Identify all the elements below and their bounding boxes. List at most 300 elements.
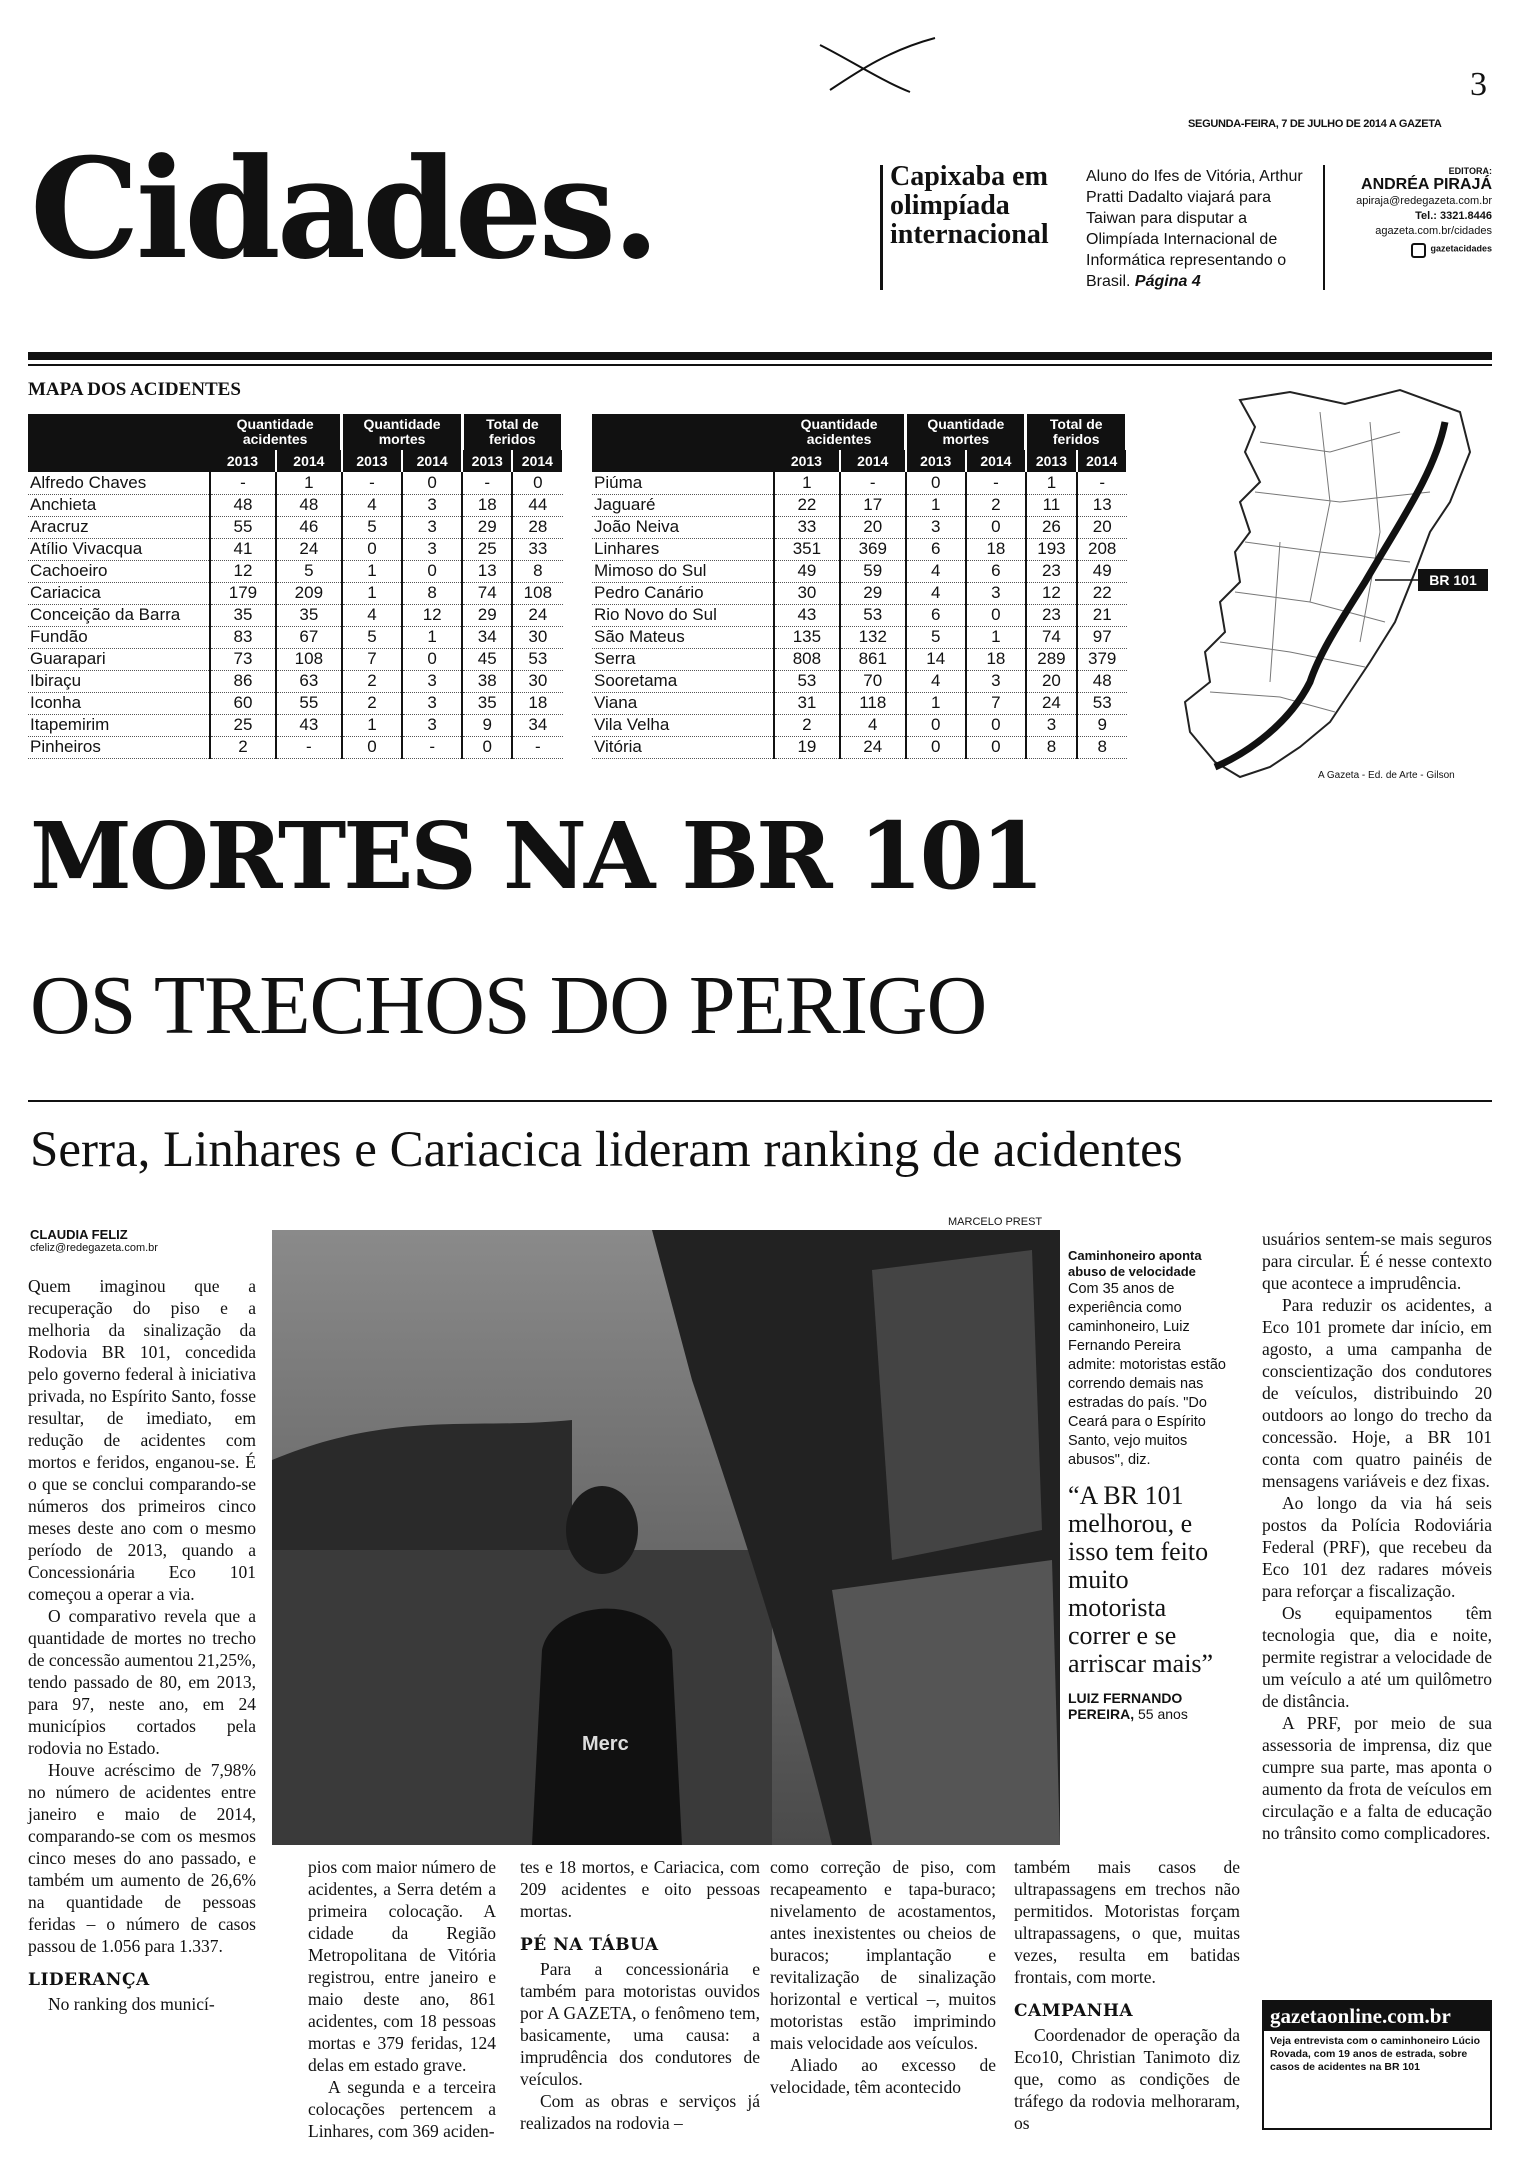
municipality-name: Piúma xyxy=(592,472,774,494)
table-cell: 861 xyxy=(840,648,906,670)
section-title: Cidades. xyxy=(30,127,657,290)
table-cell: 53 xyxy=(840,604,906,626)
table-cell: 108 xyxy=(512,582,562,604)
table-cell: 33 xyxy=(774,516,840,538)
table-cell: 1 xyxy=(276,472,342,494)
table-cell: 22 xyxy=(1077,582,1127,604)
table-cell: 3 xyxy=(402,670,462,692)
table-cell: 18 xyxy=(966,538,1026,560)
article-column-5 xyxy=(1014,1856,1240,2134)
article-paragraph: Para reduzir os acidentes, a Eco 101 promete dar início, em agosto, a uma campanha de conscientização dos condutores de veículos, distribuindo 20 outdoors ao longo do trecho da concessão. Hoje, a BR 101 conta com quatro painéis de mensagens variáveis e dez fixas. xyxy=(1262,1295,1492,1491)
table-cell: 4 xyxy=(840,714,906,736)
municipality-name: Sooretama xyxy=(592,670,774,692)
table-row xyxy=(28,648,563,670)
year-header: 2013 xyxy=(210,450,276,472)
table-cell: 28 xyxy=(512,516,562,538)
header-deaths: Quantidade mortes xyxy=(342,414,462,450)
table-cell: 23 xyxy=(1026,560,1077,582)
table-cell: 18 xyxy=(966,648,1026,670)
table-cell: 8 xyxy=(1026,736,1077,758)
municipality-name: Aracruz xyxy=(28,516,210,538)
table-cell: 379 xyxy=(1077,648,1127,670)
table-cell: 808 xyxy=(774,648,840,670)
table-cell: 0 xyxy=(512,472,562,494)
table-row xyxy=(28,670,563,692)
municipality-name: Itapemirim xyxy=(28,714,210,736)
article-paragraph: Para a concessionária e também para motoristas ouvidos por A GAZETA, o fenômeno tem, basicamente, uma causa: a imprudência dos condutores de veículos. xyxy=(520,1959,760,2089)
table-cell: 29 xyxy=(840,582,906,604)
year-header: 2014 xyxy=(966,450,1026,472)
table-cell: 29 xyxy=(462,604,512,626)
table-cell: - xyxy=(402,736,462,758)
table-cell: 26 xyxy=(1026,516,1077,538)
table-cell: - xyxy=(840,472,906,494)
article-paragraph: Houve acréscimo de 7,98% no número de acidentes entre janeiro e maio de 2014, comparando-se com os mesmos cinco meses do ano passado, e também um aumento de 26,6% na quantidade de pessoas feridas – o número de casos passou de 1.056 para 1.337. xyxy=(28,1760,256,1956)
table-cell: 34 xyxy=(512,714,562,736)
table-cell: 118 xyxy=(840,692,906,714)
table-cell: 3 xyxy=(402,692,462,714)
table-cell: 46 xyxy=(276,516,342,538)
table-cell: 179 xyxy=(210,582,276,604)
table-cell: 3 xyxy=(402,516,462,538)
article-paragraph: usuários sentem-se mais seguros para circular. É é nesse contexto que acontece a imprudência. xyxy=(1262,1229,1492,1293)
instagram-icon xyxy=(1411,243,1426,258)
table-cell: 0 xyxy=(906,472,966,494)
table-cell: 63 xyxy=(276,670,342,692)
table-cell: 0 xyxy=(906,736,966,758)
main-headline: MORTES NA BR 101 xyxy=(30,802,1042,910)
year-header: 2013 xyxy=(906,450,966,472)
municipality-name: Jaguaré xyxy=(592,494,774,516)
table-cell: 55 xyxy=(276,692,342,714)
table-cell: 5 xyxy=(342,516,402,538)
table-cell: 4 xyxy=(342,604,402,626)
table-cell: 48 xyxy=(276,494,342,516)
table-cell: 9 xyxy=(1077,714,1127,736)
promo-divider xyxy=(880,165,883,290)
table-cell: 6 xyxy=(906,538,966,560)
promo-text xyxy=(1086,166,1312,292)
article-column-6 xyxy=(1262,1228,1492,1844)
table-cell: 132 xyxy=(840,626,906,648)
table-row xyxy=(592,648,1127,670)
table-cell: 53 xyxy=(774,670,840,692)
table-cell: 23 xyxy=(1026,604,1077,626)
table-row xyxy=(28,604,563,626)
quote-author-age: 55 anos xyxy=(1138,1706,1188,1722)
table-cell: 1 xyxy=(774,472,840,494)
municipality-name: Mimoso do Sul xyxy=(592,560,774,582)
municipality-name: Rio Novo do Sul xyxy=(592,604,774,626)
table-cell: 19 xyxy=(774,736,840,758)
article-paragraph: também mais casos de ultrapassagens em trechos não permitidos. Motoristas forçam ultrapassagens, o que, muitas vezes, resulta em batidas frontais, com morte. xyxy=(1014,1857,1240,1987)
year-header: 2014 xyxy=(840,450,906,472)
municipality-name: Iconha xyxy=(28,692,210,714)
table-cell: - xyxy=(210,472,276,494)
table-cell: 8 xyxy=(512,560,562,582)
table-row xyxy=(592,516,1127,538)
article-paragraph: Os equipamentos têm tecnologia que, dia e noite, permite registrar a velocidade de um veículo a até um quilômetro de distância. xyxy=(1262,1603,1492,1711)
table-cell: 12 xyxy=(402,604,462,626)
table-row xyxy=(28,582,563,604)
municipality-name: Pedro Canário xyxy=(592,582,774,604)
editor-box xyxy=(1330,166,1492,258)
table-cell: 2 xyxy=(210,736,276,758)
table-cell: 49 xyxy=(1077,560,1127,582)
table-cell: 3 xyxy=(1026,714,1077,736)
table-cell: 0 xyxy=(342,736,402,758)
municipality-name: Pinheiros xyxy=(28,736,210,758)
table-row xyxy=(592,714,1127,736)
table-cell: 20 xyxy=(1026,670,1077,692)
table-row xyxy=(28,494,563,516)
table-cell: 59 xyxy=(840,560,906,582)
municipality-name: João Neiva xyxy=(592,516,774,538)
municipality-name: Guarapari xyxy=(28,648,210,670)
table-cell: 49 xyxy=(774,560,840,582)
table-cell: 3 xyxy=(906,516,966,538)
article-paragraph: Ao longo da via há seis postos da Polícia Rodoviária Federal (PRF), que recebeu da Eco 101 dez radares móveis para reforçar a fiscalização. xyxy=(1262,1493,1492,1601)
header-accidents: Quantidade acidentes xyxy=(210,414,342,450)
table-cell: 29 xyxy=(462,516,512,538)
table-cell: 41 xyxy=(210,538,276,560)
table-cell: 1 xyxy=(906,494,966,516)
subhead-lideranca: LIDERANÇA xyxy=(28,1970,150,1990)
editor-phone: Tel.: 3321.8446 xyxy=(1415,210,1492,222)
table-cell: 3 xyxy=(402,714,462,736)
municipality-name: Vila Velha xyxy=(592,714,774,736)
table-cell: 21 xyxy=(1077,604,1127,626)
promo-page-link[interactable]: Página 4 xyxy=(1134,273,1201,290)
table-cell: 18 xyxy=(462,494,512,516)
article-column-1 xyxy=(28,1275,256,2015)
year-header: 2014 xyxy=(276,450,342,472)
municipality-name: Ibiraçu xyxy=(28,670,210,692)
promo-summary: Aluno do Ifes de Vitória, Arthur Pratti Dadalto viajará para Taiwan para disputar a Olimpíada Internacional de Informática representando o Brasil. xyxy=(1086,168,1303,290)
table-cell: 3 xyxy=(402,494,462,516)
table-row xyxy=(28,538,563,560)
editor-name: ANDRÉA PIRAJÁ xyxy=(1361,176,1492,193)
editor-label: EDITORA: xyxy=(1448,166,1492,176)
table-row xyxy=(592,736,1127,758)
table-row xyxy=(592,692,1127,714)
table-cell: 30 xyxy=(512,670,562,692)
table-cell: 12 xyxy=(210,560,276,582)
table-cell: - xyxy=(966,472,1026,494)
gazeta-online-label[interactable]: gazetaonline.com.br xyxy=(1264,2002,1490,2031)
table-cell: 1 xyxy=(402,626,462,648)
table-cell: 17 xyxy=(840,494,906,516)
map-credit: A Gazeta - Ed. de Arte - Gilson xyxy=(1318,770,1455,781)
sidebar-title: Caminhoneiro aponta abuso de velocidade xyxy=(1068,1248,1202,1279)
subhead-pe-na-tabua: PÉ NA TÁBUA xyxy=(520,1935,659,1955)
espirito-santo-map xyxy=(1170,382,1490,782)
page-number: 3 xyxy=(1470,66,1487,103)
table-cell: 53 xyxy=(512,648,562,670)
editor-divider xyxy=(1323,165,1325,290)
table-cell: 86 xyxy=(210,670,276,692)
table-cell: 31 xyxy=(774,692,840,714)
pen-scribble-mark xyxy=(810,30,940,100)
year-header: 2014 xyxy=(512,450,562,472)
table-cell: 5 xyxy=(276,560,342,582)
table-cell: 0 xyxy=(906,714,966,736)
municipality-name: Atílio Vivacqua xyxy=(28,538,210,560)
table-cell: 74 xyxy=(462,582,512,604)
table-cell: 289 xyxy=(1026,648,1077,670)
table-cell: 73 xyxy=(210,648,276,670)
article-paragraph: O comparativo revela que a quantidade de mortes no trecho de concessão aumentou 21,25%, tendo passado de 80, em 2013, para 97, neste ano, em 24 municípios cortados pela rodovia no Estado. xyxy=(28,1606,256,1758)
byline-name: CLAUDIA FELIZ xyxy=(30,1227,128,1242)
table-cell: 22 xyxy=(774,494,840,516)
article-paragraph: A PRF, por meio de sua assessoria de imprensa, diz que cumpre sua parte, mas aponta o aumento da frota de veículos em circulação e a falta de educação no trânsito como complicadores. xyxy=(1262,1713,1492,1843)
table-cell: 35 xyxy=(276,604,342,626)
year-header: 2013 xyxy=(342,450,402,472)
table-cell: 351 xyxy=(774,538,840,560)
table-cell: 6 xyxy=(906,604,966,626)
article-column-3 xyxy=(520,1856,760,2134)
article-paragraph: pios com maior número de acidentes, a Serra detém a primeira colocação. A cidade da Região Metropolitana de Vitória registrou, entre janeiro e maio deste ano, 861 acidentes, com 18 pessoas mortas e 379 feridas, 124 delas em estado grave. xyxy=(308,1857,496,2075)
table-cell: 48 xyxy=(1077,670,1127,692)
deck-rule xyxy=(28,1100,1492,1102)
article-paragraph: Quem imaginou que a recuperação do piso e a melhoria da sinalização da Rodovia BR 101, concedida pelo governo federal à iniciativa privada, no Espírito Santo, fosse resultar, de imediato, em redução de acidentes com mortos e feridos, enganou-se. É o que se conclui comparando-se números dos primeiros cinco meses deste ano com o mesmo período de 2013, quando a Concessionária Eco 101 começou a operar a via. xyxy=(28,1276,256,1604)
table-cell: 25 xyxy=(210,714,276,736)
table-cell: 34 xyxy=(462,626,512,648)
table-cell: 74 xyxy=(1026,626,1077,648)
truck-driver-photo[interactable] xyxy=(272,1230,1060,1845)
article-paragraph: Coordenador de operação da Eco10, Christian Tanimoto diz que, como as condições de tráfego da rodovia melhoraram, os xyxy=(1014,2025,1240,2133)
br101-label: BR 101 xyxy=(1429,572,1477,588)
table-cell: 0 xyxy=(462,736,512,758)
editor-social[interactable]: gazetacidades xyxy=(1430,243,1492,254)
table-cell: 3 xyxy=(402,538,462,560)
table-row xyxy=(592,670,1127,692)
table-cell: 0 xyxy=(402,472,462,494)
table-row xyxy=(28,626,563,648)
table-cell: 48 xyxy=(210,494,276,516)
table-body-right xyxy=(592,472,1127,758)
table-cell: 0 xyxy=(966,604,1026,626)
table-cell: 0 xyxy=(966,736,1026,758)
table-cell: 45 xyxy=(462,648,512,670)
table-cell: 20 xyxy=(1077,516,1127,538)
article-paragraph: Aliado ao excesso de velocidade, têm acontecido xyxy=(770,2055,996,2097)
table-row xyxy=(28,736,563,758)
interview-sidebar xyxy=(1068,1248,1228,1722)
table-cell: 60 xyxy=(210,692,276,714)
table-cell: 2 xyxy=(774,714,840,736)
table-cell: 97 xyxy=(1077,626,1127,648)
promo-headline[interactable]: Capixaba em olimpíada internacional xyxy=(890,161,1049,250)
table-cell: 35 xyxy=(210,604,276,626)
header-deaths: Quantidade mortes xyxy=(906,414,1026,450)
header-injured: Total de feridos xyxy=(462,414,562,450)
table-cell: 18 xyxy=(512,692,562,714)
table-cell: 33 xyxy=(512,538,562,560)
accidents-table-right xyxy=(592,414,1128,759)
table-cell: 43 xyxy=(276,714,342,736)
table-cell: 25 xyxy=(462,538,512,560)
quote-author xyxy=(1068,1690,1228,1722)
quote-author-name: LUIZ FERNANDO PEREIRA, xyxy=(1068,1690,1183,1722)
table-row xyxy=(592,560,1127,582)
table-cell: - xyxy=(342,472,402,494)
table-cell: - xyxy=(1077,472,1127,494)
table-cell: 193 xyxy=(1026,538,1077,560)
table-cell: 6 xyxy=(966,560,1026,582)
table-cell: 0 xyxy=(966,714,1026,736)
table-cell: 0 xyxy=(342,538,402,560)
header-accidents: Quantidade acidentes xyxy=(774,414,906,450)
year-header: 2014 xyxy=(402,450,462,472)
table-cell: 24 xyxy=(276,538,342,560)
table-cell: 30 xyxy=(512,626,562,648)
table-row xyxy=(28,714,563,736)
table-cell: 24 xyxy=(512,604,562,626)
table-row xyxy=(592,582,1127,604)
table-row xyxy=(592,494,1127,516)
byline-email[interactable]: cfeliz@redegazeta.com.br xyxy=(30,1242,158,1254)
table-cell: 38 xyxy=(462,670,512,692)
article-column-2 xyxy=(308,1856,496,2142)
table-cell: 135 xyxy=(774,626,840,648)
table-cell: 2 xyxy=(966,494,1026,516)
table-cell: 3 xyxy=(966,582,1026,604)
table-cell: 13 xyxy=(462,560,512,582)
table-row xyxy=(28,692,563,714)
table-body-left xyxy=(28,472,563,758)
deck-headline: Serra, Linhares e Cariacica lideram ranking de acidentes xyxy=(30,1122,1183,1178)
table-cell: 24 xyxy=(1026,692,1077,714)
municipality-name: Cachoeiro xyxy=(28,560,210,582)
table-row xyxy=(592,626,1127,648)
municipality-name: São Mateus xyxy=(592,626,774,648)
section-rule-thin xyxy=(28,364,1492,366)
table-cell: 4 xyxy=(906,670,966,692)
year-header: 2013 xyxy=(462,450,512,472)
table-cell: - xyxy=(462,472,512,494)
table-cell: 2 xyxy=(342,670,402,692)
table-cell: 11 xyxy=(1026,494,1077,516)
table-cell: 1 xyxy=(966,626,1026,648)
article-paragraph: como correção de piso, com recapeamento e tapa-buraco; nivelamento de acostamentos, antes inexistentes ou cheios de buracos; implantação e revitalização de sinalização horizontal e vertical –, muitos motoristas estão imprimindo mais velocidade aos veículos. xyxy=(770,1857,996,2053)
table-cell: 8 xyxy=(1077,736,1127,758)
table-cell: 70 xyxy=(840,670,906,692)
table-cell: 4 xyxy=(342,494,402,516)
table-cell: 209 xyxy=(276,582,342,604)
gazeta-online-text: Veja entrevista com o caminhoneiro Lúcio Rovada, com 19 anos de estrada, sobre casos de acidentes na BR 101 xyxy=(1270,2035,1481,2073)
article-paragraph: A segunda e a terceira colocações pertencem a Linhares, com 369 aciden- xyxy=(308,2077,496,2141)
table-cell: 55 xyxy=(210,516,276,538)
table-cell: 44 xyxy=(512,494,562,516)
table-cell: 369 xyxy=(840,538,906,560)
table-cell: 9 xyxy=(462,714,512,736)
table-cell: 0 xyxy=(966,516,1026,538)
sidebar-text: Com 35 anos de experiência como caminhoneiro, Luiz Fernando Pereira admite: motoristas estão correndo demais nas estradas do país. "Do Ceará para o Espírito Santo, vejo muitos abusos", diz. xyxy=(1068,1281,1226,1468)
table-corner xyxy=(28,414,210,472)
table-row xyxy=(28,560,563,582)
municipality-name: Viana xyxy=(592,692,774,714)
sub-headline: OS TRECHOS DO PERIGO xyxy=(30,959,987,1052)
table-cell: 14 xyxy=(906,648,966,670)
municipality-name: Cariacica xyxy=(28,582,210,604)
table-cell: 1 xyxy=(342,582,402,604)
byline xyxy=(30,1227,158,1254)
table-corner xyxy=(592,414,774,472)
table-cell: 13 xyxy=(1077,494,1127,516)
table-cell: 1 xyxy=(906,692,966,714)
header-injured: Total de feridos xyxy=(1026,414,1127,450)
table-row xyxy=(28,516,563,538)
table-cell: 208 xyxy=(1077,538,1127,560)
municipality-name: Alfredo Chaves xyxy=(28,472,210,494)
table-cell: 108 xyxy=(276,648,342,670)
table-cell: 8 xyxy=(402,582,462,604)
table-row xyxy=(592,472,1127,494)
year-header: 2013 xyxy=(1026,450,1077,472)
table-cell: 1 xyxy=(342,714,402,736)
section-rule-thick xyxy=(28,352,1492,360)
table-cell: 0 xyxy=(402,648,462,670)
municipality-name: Vitória xyxy=(592,736,774,758)
table-cell: 7 xyxy=(342,648,402,670)
table-cell: 4 xyxy=(906,582,966,604)
table-cell: 20 xyxy=(840,516,906,538)
article-paragraph: tes e 18 mortos, e Cariacica, com 209 acidentes e oito pessoas mortas. xyxy=(520,1857,760,1921)
table-cell: 43 xyxy=(774,604,840,626)
subhead-campanha: CAMPANHA xyxy=(1014,2001,1134,2021)
accidents-table-left xyxy=(28,414,564,759)
municipality-name: Conceição da Barra xyxy=(28,604,210,626)
table-cell: 67 xyxy=(276,626,342,648)
municipality-name: Linhares xyxy=(592,538,774,560)
table-row xyxy=(28,472,563,494)
municipality-name: Fundão xyxy=(28,626,210,648)
article-paragraph: Com as obras e serviços já realizados na rodovia – xyxy=(520,2091,760,2133)
table-row xyxy=(592,538,1127,560)
editor-url[interactable]: agazeta.com.br/cidades xyxy=(1375,225,1492,237)
editor-email[interactable]: apiraja@redegazeta.com.br xyxy=(1356,195,1492,207)
table-cell: 30 xyxy=(774,582,840,604)
table-cell: 3 xyxy=(966,670,1026,692)
table-cell: 24 xyxy=(840,736,906,758)
svg-text:Merc: Merc xyxy=(582,1733,629,1755)
table-cell: 83 xyxy=(210,626,276,648)
year-header: 2014 xyxy=(1077,450,1127,472)
table-cell: 1 xyxy=(342,560,402,582)
table-cell: 1 xyxy=(1026,472,1077,494)
gazeta-online-box[interactable] xyxy=(1262,2000,1492,2130)
table-cell: 53 xyxy=(1077,692,1127,714)
table-cell: - xyxy=(512,736,562,758)
article-column-4 xyxy=(770,1856,996,2098)
table-cell: 5 xyxy=(906,626,966,648)
article-paragraph: No ranking dos municí- xyxy=(48,1994,215,2014)
year-header: 2013 xyxy=(774,450,840,472)
table-cell: 2 xyxy=(342,692,402,714)
table-cell: - xyxy=(276,736,342,758)
municipality-name: Serra xyxy=(592,648,774,670)
table-cell: 5 xyxy=(342,626,402,648)
table-cell: 7 xyxy=(966,692,1026,714)
pull-quote: “A BR 101 melhorou, e isso tem feito muito motorista correr e se arriscar mais” xyxy=(1068,1481,1214,1678)
municipality-name: Anchieta xyxy=(28,494,210,516)
map-title: MAPA DOS ACIDENTES xyxy=(28,379,241,400)
table-row xyxy=(592,604,1127,626)
table-cell: 12 xyxy=(1026,582,1077,604)
photo-credit: MARCELO PREST xyxy=(948,1216,1043,1228)
table-cell: 0 xyxy=(402,560,462,582)
